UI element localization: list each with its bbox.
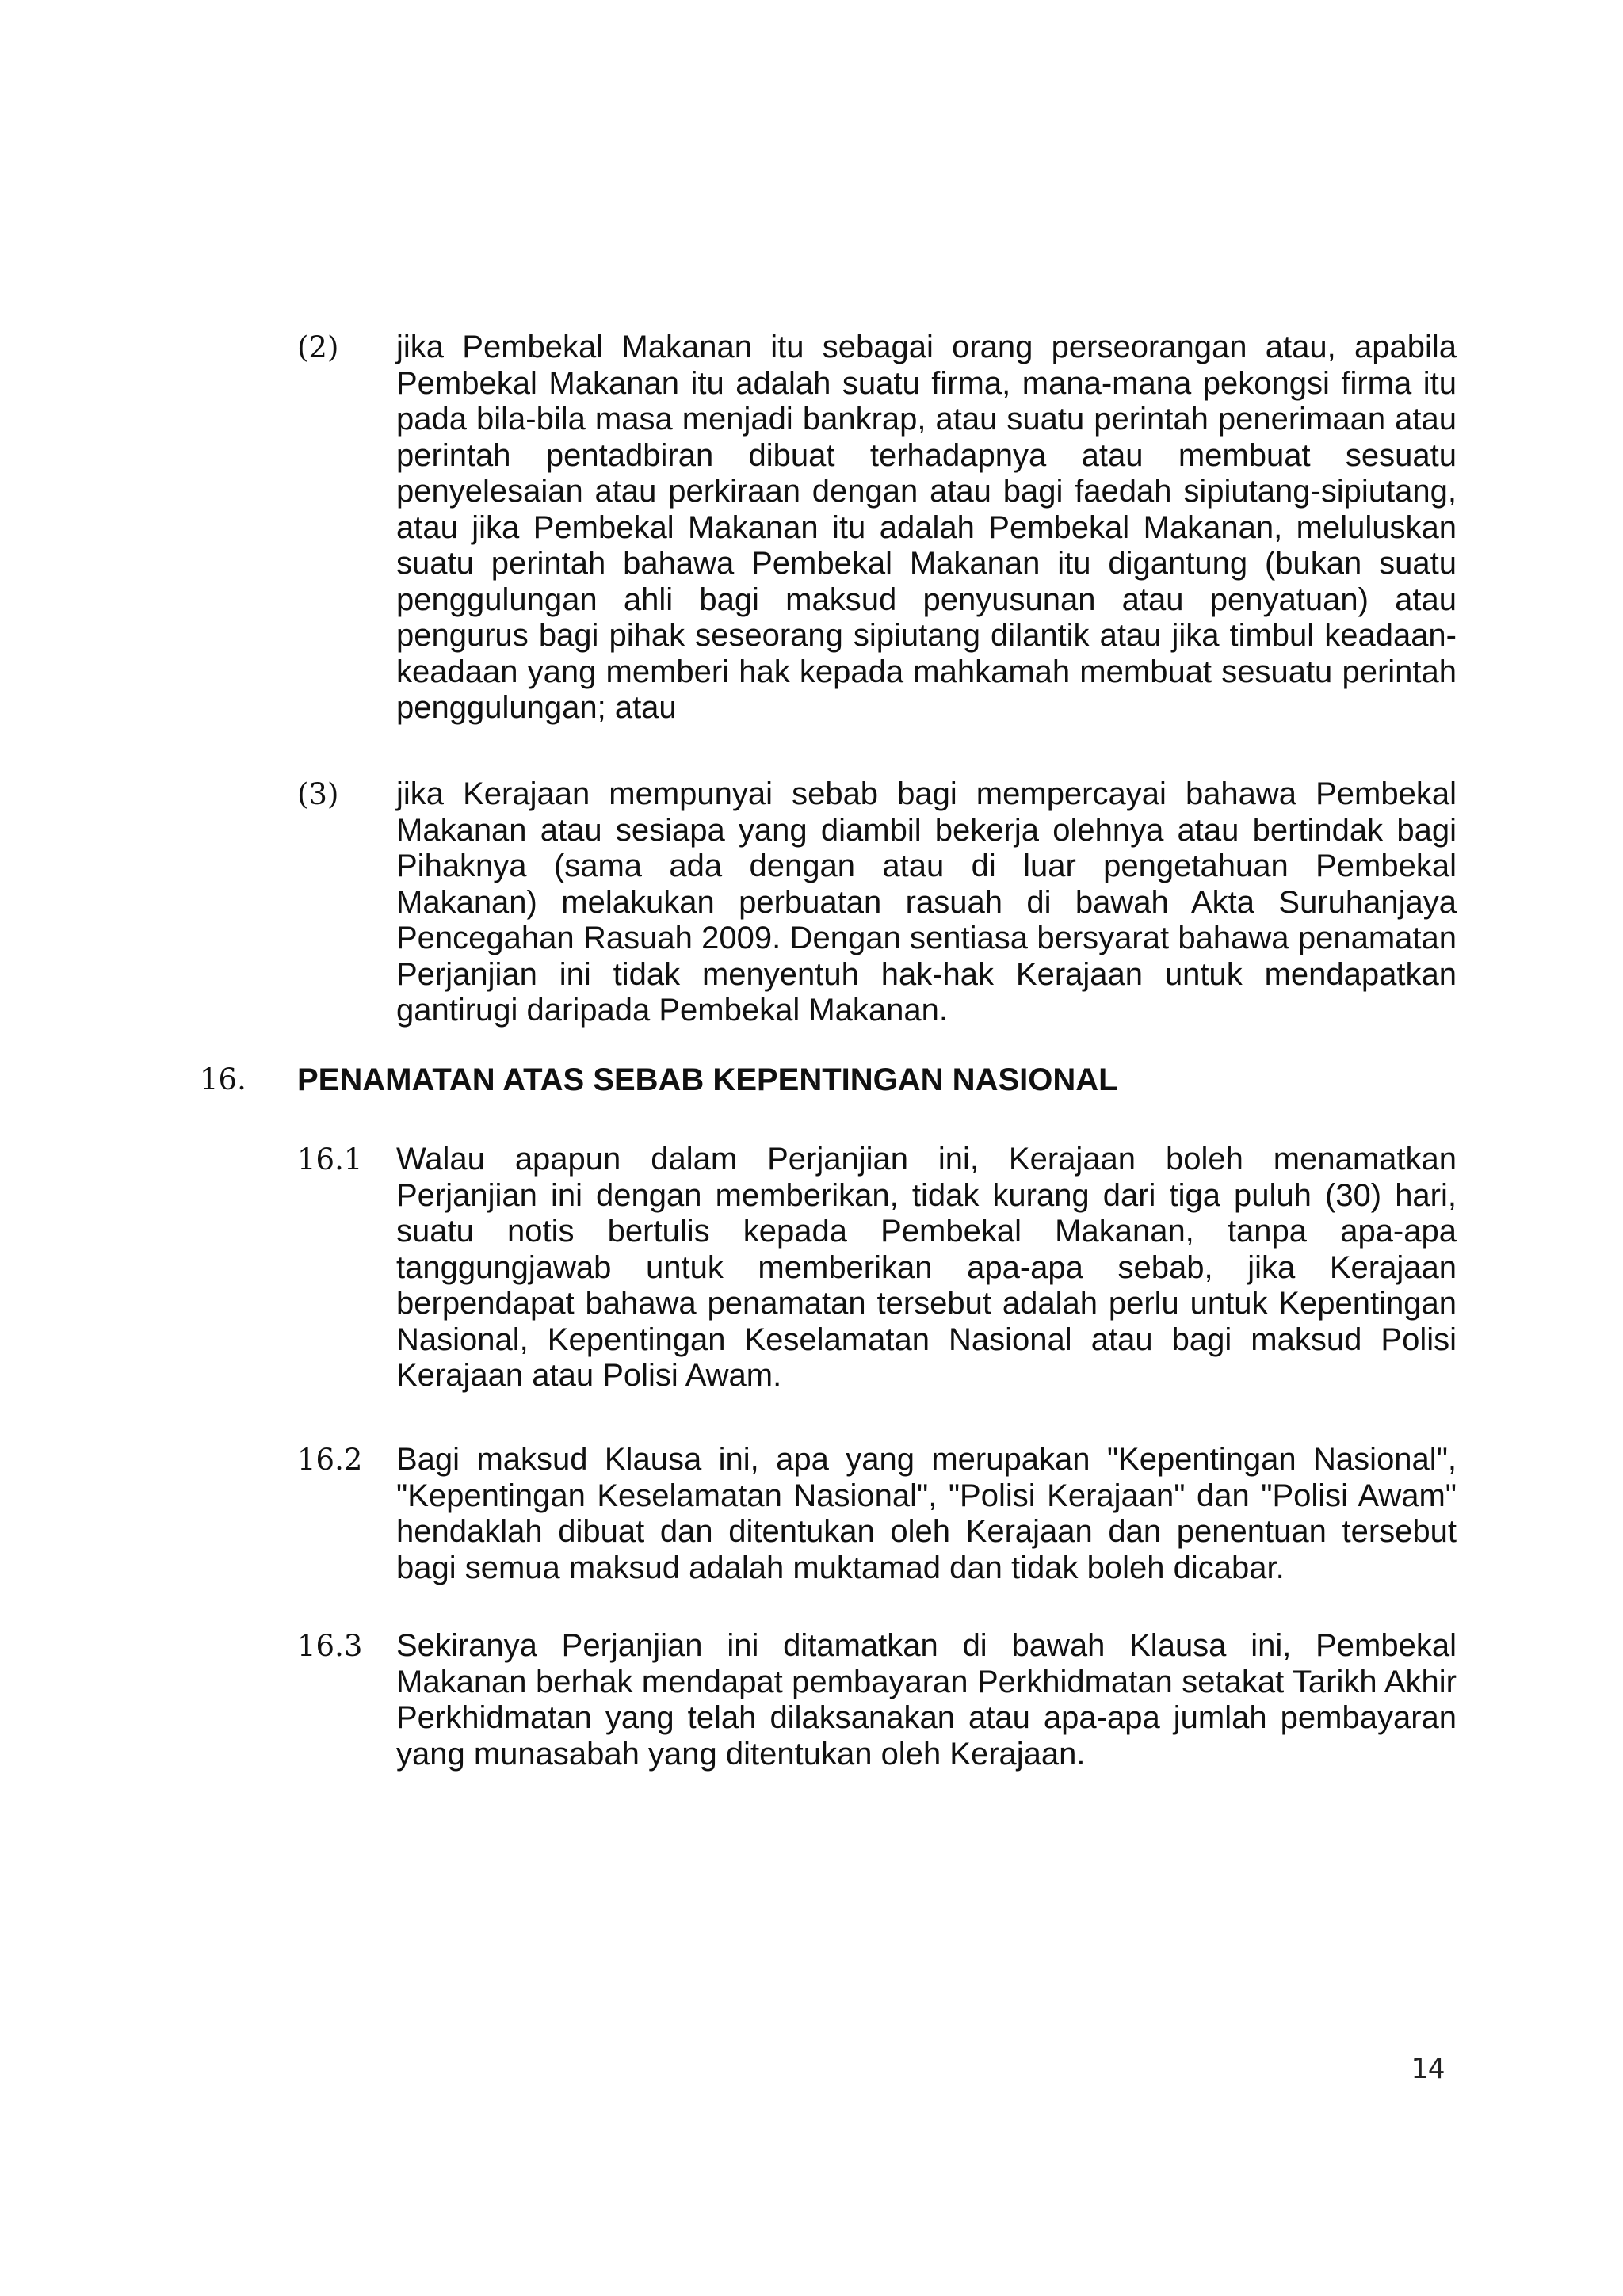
subclause-text: Walau apapun dalam Perjanjian ini, Kerajaan boleh menamatkan Perjanjian ini dengan memberikan, tidak kurang dari tiga puluh (30) hari, suatu notis bertulis kepada Pembekal Makanan, tanpa apa-apa tanggungjawab untuk memberikan apa-apa sebab, jika Kerajaan berpendapat bahawa penamatan tersebut adalah perlu untuk Kepentingan Nasional, Kepentingan Keselamatan Nasional atau bagi maksud Polisi Kerajaan atau Polisi Awam. xyxy=(396,1142,1457,1393)
clause-marker: (2) xyxy=(297,330,339,364)
subclause-marker: 16.2 xyxy=(297,1443,363,1477)
section-title: PENAMATAN ATAS SEBAB KEPENTINGAN NASIONAL xyxy=(297,1062,1118,1097)
clause-text: jika Pembekal Makanan itu sebagai orang perseorangan atau, apabila Pembekal Makanan itu adalah suatu firma, mana-mana pekongsi firma itu pada bila-bila masa menjadi bankrap, atau suatu perintah penerimaan atau perintah pentadbiran dibuat terhadapnya atau membuat sesuatu penyelesaian atau perkiraan dengan atau bagi faedah sipiutang-sipiutang, atau jika Pembekal Makanan itu adalah Pembekal Makanan, meluluskan suatu perintah bahawa Pembekal Makanan itu digantung (bukan suatu penggulungan ahli bagi maksud penyusunan atau penyatuan) atau pengurus bagi pihak seseorang sipiutang dilantik atau jika timbul keadaan-keadaan yang memberi hak kepada mahkamah membuat sesuatu perintah penggulungan; atau xyxy=(396,330,1457,725)
subclause-text: Bagi maksud Klausa ini, apa yang merupakan "Kepentingan Nasional", "Kepentingan Keselamatan Nasional", "Polisi Kerajaan" dan "Polisi Awam" hendaklah dibuat dan ditentukan oleh Kerajaan dan penentuan tersebut bagi semua maksud adalah muktamad dan tidak boleh dicabar. xyxy=(396,1442,1457,1585)
page-number: 14 xyxy=(1411,2053,1445,2085)
section-number: 16. xyxy=(200,1062,246,1097)
subclause-marker: 16.1 xyxy=(297,1142,363,1177)
clause-text: jika Kerajaan mempunyai sebab bagi mempercayai bahawa Pembekal Makanan atau sesiapa yang diambil bekerja olehnya atau bertindak bagi Pihaknya (sama ada dengan atau di luar pengetahuan Pembekal Makanan) melakukan perbuatan rasuah di bawah Akta Suruhanjaya Pencegahan Rasuah 2009. Dengan sentiasa bersyarat bahawa penamatan Perjanjian ini tidak menyentuh hak-hak Kerajaan untuk mendapatkan gantirugi daripada Pembekal Makanan. xyxy=(396,776,1457,1028)
subclause-marker: 16.3 xyxy=(297,1629,363,1663)
clause-marker: (3) xyxy=(297,777,339,811)
subclause-text: Sekiranya Perjanjian ini ditamatkan di bawah Klausa ini, Pembekal Makanan berhak mendapat pembayaran Perkhidmatan setakat Tarikh Akhir Perkhidmatan yang telah dilaksanakan atau apa-apa jumlah pembayaran yang munasabah yang ditentukan oleh Kerajaan. xyxy=(396,1628,1457,1772)
